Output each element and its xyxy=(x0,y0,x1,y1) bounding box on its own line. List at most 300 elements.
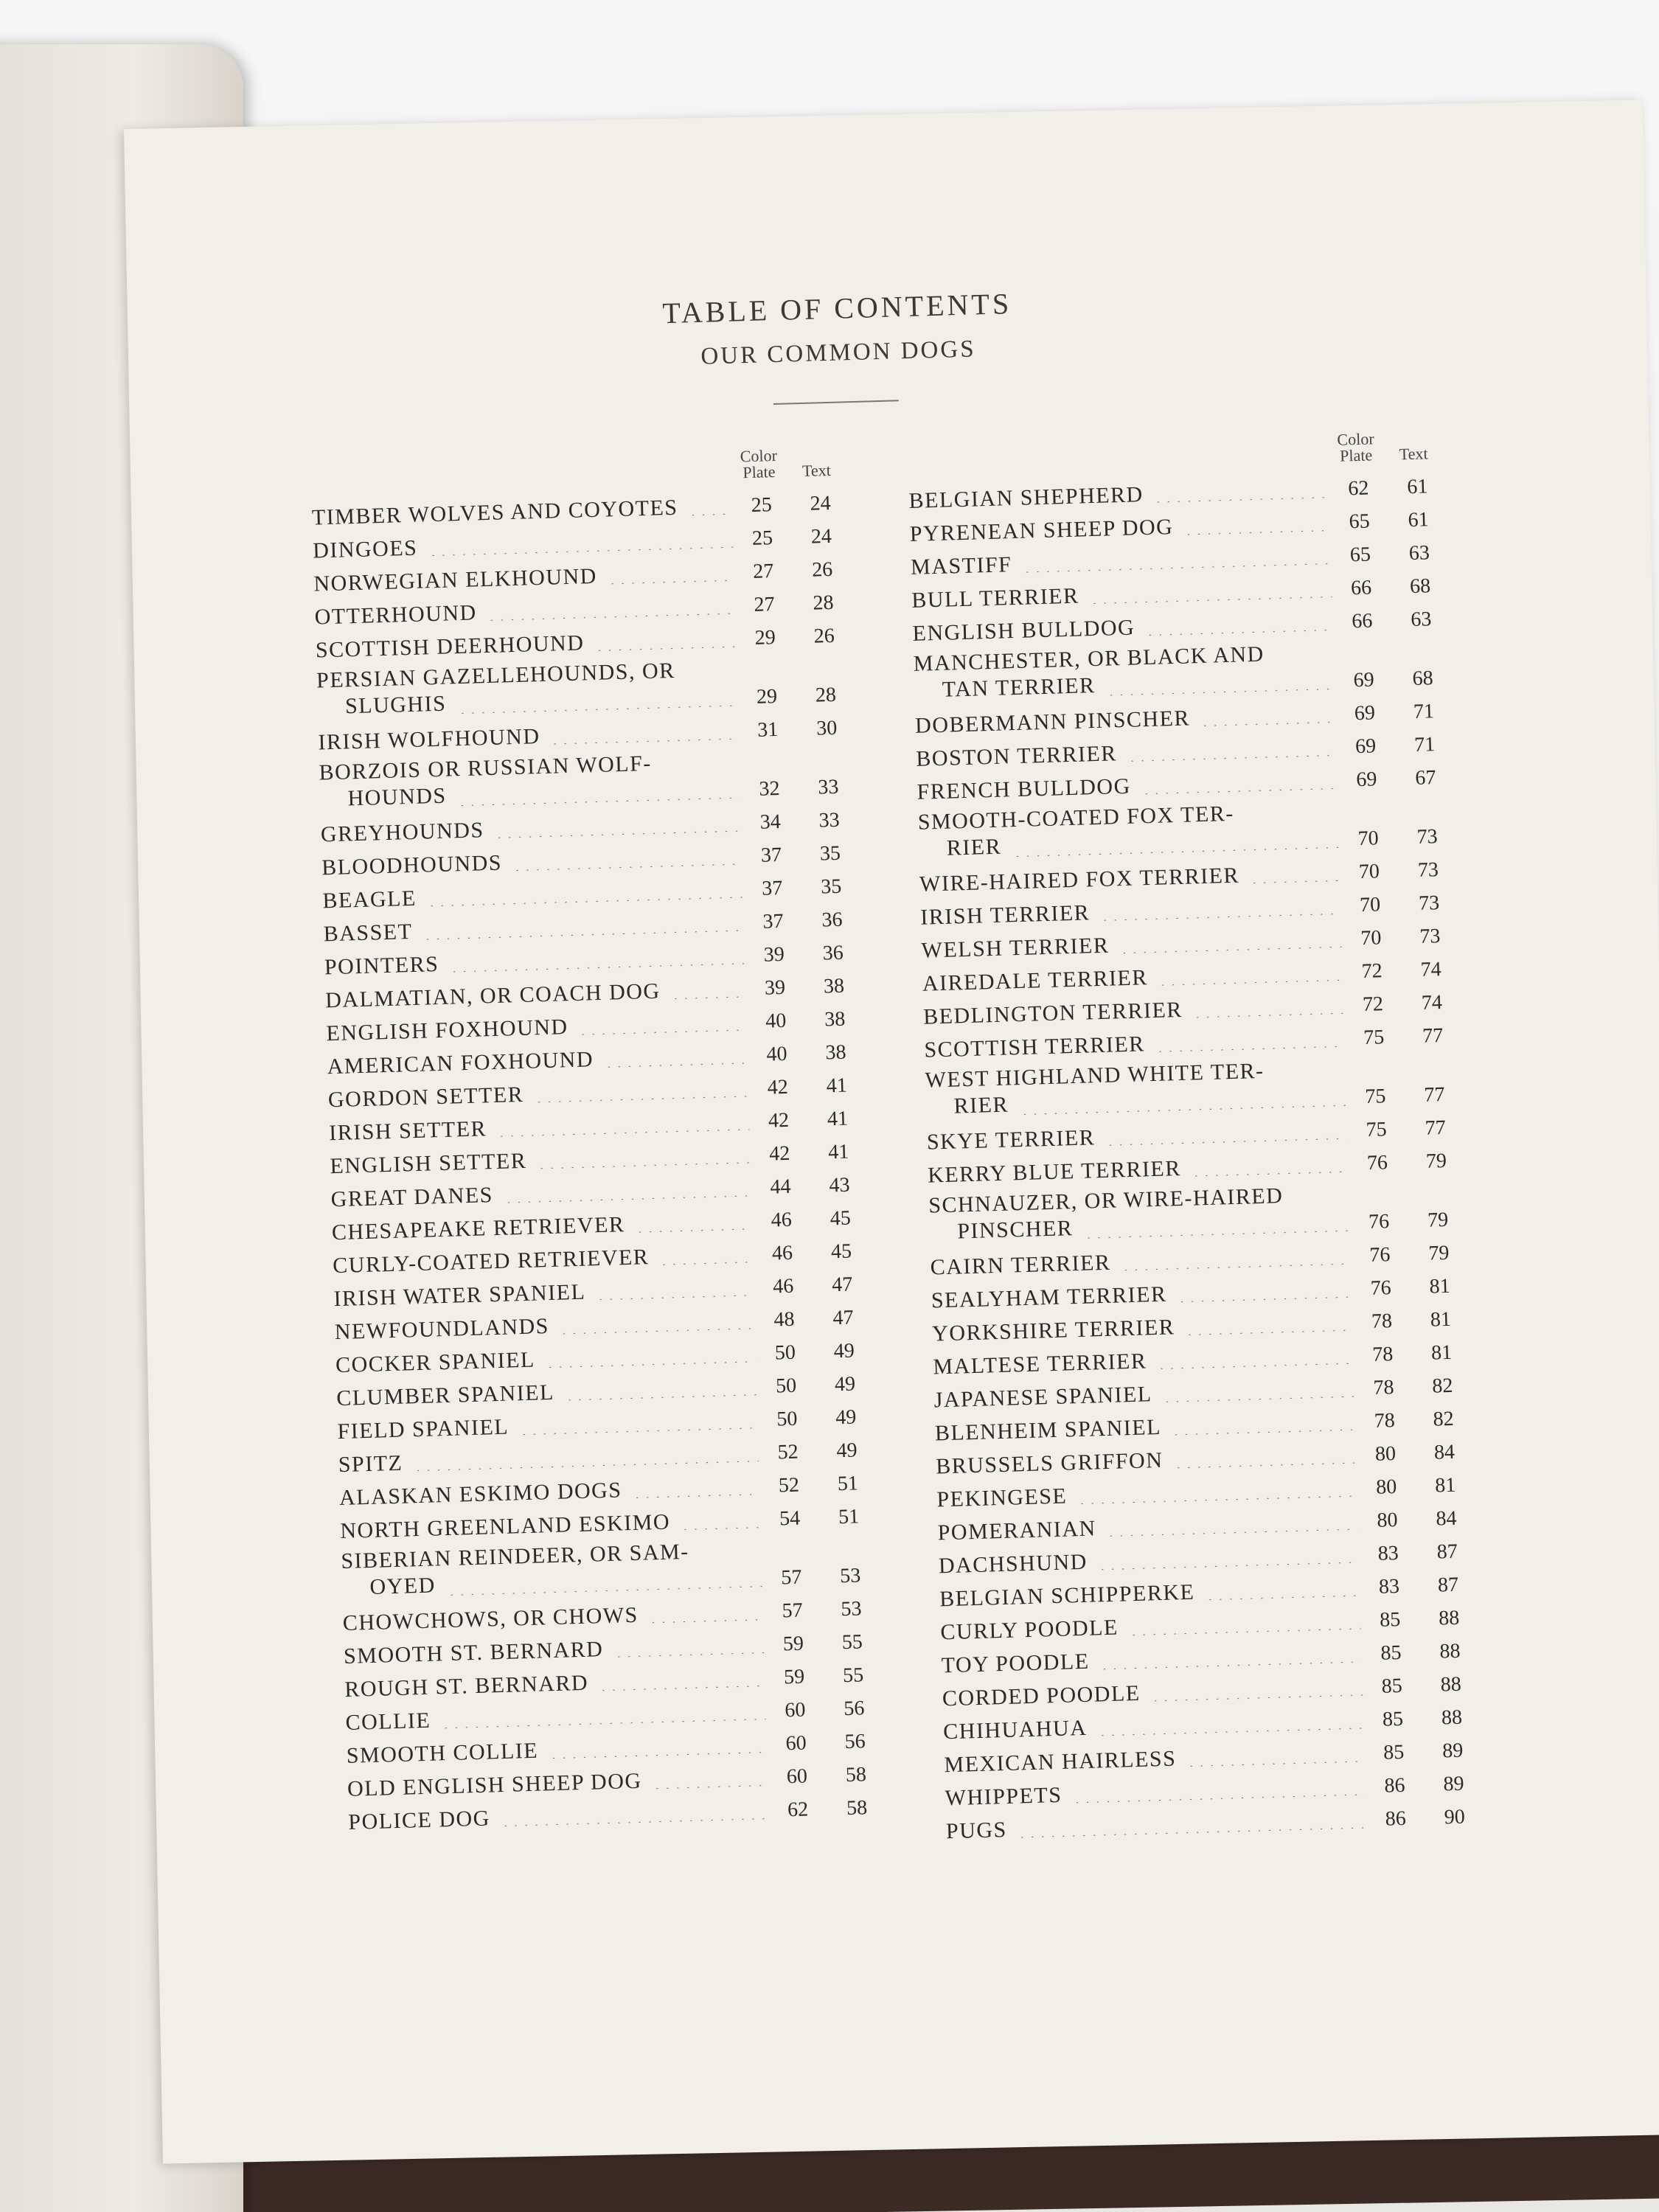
entry-name-line: IRISH SETTER xyxy=(328,1116,487,1146)
entry-name-line: CURLY POODLE xyxy=(940,1615,1119,1645)
entry-name xyxy=(940,1615,1119,1646)
dot-leader xyxy=(1121,1263,1351,1271)
color-plate-number: 72 xyxy=(1361,959,1383,984)
dot-leader xyxy=(1090,596,1332,604)
color-plate-number: 75 xyxy=(1365,1085,1386,1108)
entry-name-continuation: RIER xyxy=(953,1092,1009,1119)
color-plate-number: 42 xyxy=(768,1108,790,1133)
text-page-number: 61 xyxy=(1406,475,1428,499)
color-plate-number: 70 xyxy=(1360,926,1382,950)
entry-name-line: SMOOTH ST. BERNARD xyxy=(343,1637,604,1669)
entry-name-continuation: RIER xyxy=(946,834,1002,860)
entry-name-line: JAPANESE SPANIEL xyxy=(933,1382,1153,1413)
entry-name-line: MANCHESTER, OR BLACK AND xyxy=(913,641,1265,676)
dot-leader xyxy=(1099,1660,1362,1669)
color-plate-number: 40 xyxy=(765,1009,787,1033)
entry-name-line: IRISH WATER SPANIEL xyxy=(333,1279,586,1312)
text-page-number: 90 xyxy=(1444,1805,1466,1829)
entry-name-line: SCOTTISH DEERHOUND xyxy=(315,630,585,663)
entry-name xyxy=(911,552,1012,580)
entry-name-line: BRUSSELS GRIFFON xyxy=(935,1447,1164,1479)
entry-name xyxy=(335,1348,536,1379)
entry-name-line: PUGS xyxy=(945,1817,1008,1844)
color-plate-header: Color Plate xyxy=(1337,429,1374,465)
entry-name-line: BULL TERRIER xyxy=(911,583,1079,613)
entry-name xyxy=(345,1708,431,1736)
entry-name-line: SCOTTISH TERRIER xyxy=(923,1032,1146,1062)
entry-name-line: TOY POODLE xyxy=(941,1649,1090,1678)
entry-name xyxy=(941,1649,1090,1679)
dot-leader xyxy=(1100,913,1341,921)
entry-name-line: OTTERHOUND xyxy=(314,600,478,630)
dot-leader xyxy=(519,1427,758,1435)
text-page-number: 71 xyxy=(1413,700,1435,723)
color-plate-number: 66 xyxy=(1350,576,1372,600)
color-plate-number: 83 xyxy=(1378,1574,1400,1599)
entry-name-continuation: PINSCHER xyxy=(956,1216,1074,1244)
color-plate-number: 46 xyxy=(771,1241,793,1265)
entry-name-line: BOSTON TERRIER xyxy=(915,741,1118,771)
text-page-number: 68 xyxy=(1409,574,1431,599)
left-entries xyxy=(311,482,938,1837)
entry-name xyxy=(924,1032,1145,1062)
entry-name xyxy=(912,615,1135,646)
color-plate-number: 32 xyxy=(759,777,780,801)
dot-leader xyxy=(534,1095,748,1102)
entry-name xyxy=(321,851,503,881)
text-page-number: 28 xyxy=(815,683,837,707)
text-page-number: 33 xyxy=(818,808,841,832)
entry-name-line: DINGOES xyxy=(312,535,418,563)
color-plate-number: 42 xyxy=(768,1141,790,1166)
text-page-number: 74 xyxy=(1421,991,1443,1015)
text-page-number: 45 xyxy=(830,1239,852,1264)
color-plate-number: 69 xyxy=(1353,668,1375,692)
entry-name-line: SPITZ xyxy=(338,1450,403,1478)
color-plate-number: 62 xyxy=(1347,476,1369,501)
color-plate-number: 85 xyxy=(1381,1674,1403,1698)
color-plate-number: 69 xyxy=(1356,768,1377,792)
text-page-number: 89 xyxy=(1441,1739,1464,1763)
dot-leader xyxy=(635,1228,752,1232)
text-page-number: 35 xyxy=(820,874,842,899)
color-plate-number: 60 xyxy=(784,1698,806,1722)
color-plate-number: 42 xyxy=(767,1075,789,1099)
color-plate-number: 78 xyxy=(1374,1409,1396,1433)
entry-name-line: BEDLINGTON TERRIER xyxy=(922,997,1183,1029)
color-plate-number: 27 xyxy=(752,560,774,583)
entry-name-line: ROUGH ST. BERNARD xyxy=(344,1670,589,1702)
entry-name-line: SEALYHAM TERRIER xyxy=(931,1281,1167,1313)
dot-leader xyxy=(504,1194,751,1203)
entry-name xyxy=(323,919,413,947)
text-page-number: 88 xyxy=(1441,1705,1463,1730)
text-page-number: 30 xyxy=(815,716,838,740)
text-header: Text xyxy=(1399,444,1428,464)
entry-name-line: WEST HIGHLAND WHITE TER- xyxy=(925,1058,1265,1093)
dot-leader xyxy=(1184,1329,1352,1335)
color-plate-number: 59 xyxy=(783,1665,805,1689)
contents-page xyxy=(166,272,1553,1931)
entry-name-line: AMERICAN FOXHOUND xyxy=(327,1047,594,1079)
text-page-number: 41 xyxy=(826,1074,848,1098)
entry-name-line: GREYHOUNDS xyxy=(320,818,485,847)
dot-leader xyxy=(549,1751,767,1759)
color-plate-number: 69 xyxy=(1354,734,1377,759)
color-plate-number: 85 xyxy=(1382,1707,1404,1731)
entry-name-line: CAIRN TERRIER xyxy=(930,1250,1111,1280)
text-page-number: 38 xyxy=(825,1040,846,1065)
text-page-number: 67 xyxy=(1414,766,1436,790)
entry-name xyxy=(942,1681,1141,1711)
entry-name-continuation: OYED xyxy=(369,1573,437,1599)
entry-name xyxy=(337,1415,509,1444)
entry-name-line: OLD ENGLISH SHEEP DOG xyxy=(347,1768,642,1801)
text-page-number: 81 xyxy=(1434,1473,1456,1498)
dot-leader xyxy=(1205,1594,1360,1600)
dot-leader xyxy=(1183,529,1330,535)
dot-leader xyxy=(1150,1694,1363,1701)
dot-leader xyxy=(604,1062,748,1067)
text-page-number: 68 xyxy=(1412,667,1434,690)
text-page-number: 81 xyxy=(1429,1274,1451,1298)
text-page-number: 58 xyxy=(845,1763,867,1787)
entry-name-line: BELGIAN SCHIPPERKE xyxy=(939,1579,1195,1612)
color-plate-number: 76 xyxy=(1369,1243,1391,1267)
dot-leader xyxy=(1129,1627,1361,1635)
entry-name xyxy=(921,933,1110,964)
entry-name-line: PERSIAN GAZELLEHOUNDS, OR xyxy=(316,658,676,693)
dot-leader xyxy=(559,1327,755,1334)
dot-leader xyxy=(608,580,734,585)
text-page-number: 81 xyxy=(1430,1307,1452,1332)
color-plate-number: 29 xyxy=(756,685,778,709)
dot-leader xyxy=(1155,1046,1345,1052)
entry-name-line: POINTERS xyxy=(324,952,439,980)
entry-name xyxy=(314,600,477,630)
color-plate-number: 39 xyxy=(764,975,786,1000)
color-plate-number: 31 xyxy=(757,718,779,742)
entry-name xyxy=(945,1783,1062,1811)
dot-leader xyxy=(670,995,745,999)
entry-name xyxy=(934,1415,1161,1447)
entry-name xyxy=(926,1125,1095,1155)
entry-name-line: AIREDALE TERRIER xyxy=(922,965,1149,996)
dot-leader xyxy=(494,830,741,838)
color-plate-number: 70 xyxy=(1358,860,1380,884)
color-plate-number: 29 xyxy=(754,626,776,650)
text-page-number: 41 xyxy=(827,1140,849,1164)
entry-name-line: MEXICAN HAIRLESS xyxy=(944,1746,1177,1778)
text-page-number: 79 xyxy=(1427,1241,1450,1265)
dot-leader xyxy=(1145,629,1333,636)
dot-leader xyxy=(1097,1727,1363,1736)
entry-name-line: SKYE TERRIER xyxy=(926,1125,1096,1155)
text-page-number: 77 xyxy=(1422,1024,1444,1048)
entry-name-line: IRISH TERRIER xyxy=(919,900,1091,930)
dot-leader xyxy=(1106,1528,1358,1537)
entry-name-line: PEKINGESE xyxy=(936,1484,1068,1512)
text-page-number: 43 xyxy=(829,1173,850,1197)
text-page-number: 49 xyxy=(834,1372,856,1397)
dot-leader xyxy=(1153,496,1329,503)
text-page-number: 24 xyxy=(810,524,832,549)
color-plate-number: 60 xyxy=(785,1731,807,1756)
entry-name xyxy=(336,1380,554,1411)
entry-name xyxy=(916,741,1117,772)
left-column xyxy=(310,441,939,1837)
entry-name-line: IRISH WOLFHOUND xyxy=(318,724,540,755)
color-plate-number: 85 xyxy=(1379,1607,1401,1632)
text-page-number: 51 xyxy=(838,1505,860,1529)
color-plate-number: 78 xyxy=(1373,1376,1394,1399)
dot-leader xyxy=(1158,979,1343,986)
entry-name xyxy=(320,818,484,847)
dot-leader xyxy=(652,1784,768,1789)
text-page-number: 88 xyxy=(1439,1639,1461,1663)
text-page-number: 61 xyxy=(1408,508,1430,532)
dot-leader xyxy=(545,1360,756,1368)
color-plate-number: 76 xyxy=(1366,1151,1388,1175)
color-plate-number: 76 xyxy=(1368,1210,1390,1234)
text-page-number: 36 xyxy=(821,908,843,932)
entry-name xyxy=(936,1484,1068,1513)
color-plate-number: 80 xyxy=(1377,1509,1398,1532)
color-plate-number: 46 xyxy=(772,1274,794,1298)
entry-name-line: GORDON SETTER xyxy=(327,1082,524,1113)
entry-name xyxy=(329,1116,487,1146)
dot-leader xyxy=(550,738,739,745)
entry-name-continuation: HOUNDS xyxy=(347,783,448,811)
color-plate-number: 86 xyxy=(1385,1806,1407,1831)
entry-name-line: NEWFOUNDLANDS xyxy=(334,1314,550,1345)
dot-leader xyxy=(564,1394,757,1400)
text-page-number: 55 xyxy=(841,1630,863,1655)
entry-name xyxy=(943,1716,1088,1745)
text-page-number: 88 xyxy=(1440,1672,1462,1697)
entry-name xyxy=(933,1382,1152,1413)
entry-name xyxy=(324,952,439,980)
color-plate-number: 85 xyxy=(1380,1641,1402,1665)
entry-name-line: CLUMBER SPANIEL xyxy=(335,1380,555,1411)
entry-name xyxy=(330,1183,493,1212)
text-page-number: 53 xyxy=(839,1564,861,1588)
color-plate-number: 50 xyxy=(774,1340,796,1365)
color-plate-number: 70 xyxy=(1359,893,1381,917)
color-plate-number: 57 xyxy=(782,1599,804,1623)
text-page-number: 35 xyxy=(819,841,841,866)
dot-leader xyxy=(613,1652,764,1658)
entry-name-line: COCKER SPANIEL xyxy=(335,1347,536,1378)
dot-leader xyxy=(1249,880,1340,883)
dot-leader xyxy=(658,1261,753,1265)
text-page-number: 26 xyxy=(813,624,835,648)
color-plate-number: 46 xyxy=(771,1208,793,1232)
entry-name-line: FRENCH BULLDOG xyxy=(917,773,1132,804)
color-plate-number: 54 xyxy=(779,1506,801,1531)
dot-leader xyxy=(537,1161,751,1169)
color-plate-number: 37 xyxy=(762,909,784,933)
text-page-number: 63 xyxy=(1408,541,1430,566)
dot-leader xyxy=(1186,1760,1365,1767)
text-page-number: 56 xyxy=(844,1730,866,1754)
entry-name-line: POMERANIAN xyxy=(937,1516,1097,1545)
entry-name xyxy=(920,900,1091,930)
text-page-number: 26 xyxy=(811,557,833,582)
text-page-number: 55 xyxy=(842,1663,864,1688)
text-page-number: 56 xyxy=(843,1697,865,1721)
entry-name-line: ENGLISH FOXHOUND xyxy=(326,1015,569,1046)
entry-name-line: YORKSHIRE TERRIER xyxy=(931,1315,1175,1346)
text-page-number: 49 xyxy=(835,1405,857,1430)
color-plate-number: 72 xyxy=(1362,992,1384,1017)
entry-name xyxy=(346,1739,538,1769)
entry-name-line: TIMBER WOLVES AND COYOTES xyxy=(311,495,678,530)
color-plate-number: 80 xyxy=(1374,1442,1397,1466)
text-page-number: 47 xyxy=(831,1273,853,1297)
text-page-number: 49 xyxy=(833,1339,855,1363)
entry-name-line: WELSH TERRIER xyxy=(921,933,1110,963)
entry-name xyxy=(318,724,540,755)
entry-name-line: DOBERMANN PINSCHER xyxy=(914,706,1191,738)
text-page-number: 73 xyxy=(1419,925,1441,948)
entry-name-line: FIELD SPANIEL xyxy=(337,1414,509,1444)
entry-name-line: COLLIE xyxy=(345,1708,431,1735)
color-plate-number: 69 xyxy=(1354,701,1376,726)
right-entries xyxy=(908,466,1536,1846)
text-page-number: 79 xyxy=(1427,1208,1449,1232)
dot-leader xyxy=(632,1493,759,1498)
color-plate-number: 65 xyxy=(1349,509,1371,534)
dot-leader xyxy=(1200,721,1335,726)
dot-leader xyxy=(1192,1012,1343,1018)
entry-name-line: BORZOIS OR RUSSIAN WOLF- xyxy=(319,751,653,785)
entry-name-line: SCHNAUZER, OR WIRE-HAIRED xyxy=(928,1183,1284,1218)
entry-name xyxy=(313,536,418,564)
color-plate-number: 52 xyxy=(777,1440,799,1464)
text-page-number: 82 xyxy=(1432,1374,1453,1398)
entry-name-line: NORWEGIAN ELKHOUND xyxy=(313,563,598,597)
entry-name-line: KERRY BLUE TERRIER xyxy=(927,1156,1182,1188)
color-plate-number: 75 xyxy=(1363,1026,1385,1050)
dot-leader xyxy=(1157,1363,1354,1369)
dot-leader xyxy=(1141,787,1338,794)
dot-leader xyxy=(1097,1561,1359,1570)
entry-name-continuation: TAN TERRIER xyxy=(942,673,1096,702)
entry-name xyxy=(933,1349,1147,1380)
dot-leader xyxy=(1191,1171,1348,1177)
dot-leader xyxy=(598,1685,765,1691)
text-page-number: 73 xyxy=(1417,858,1439,882)
entry-name-line: BLENHEIM SPANIEL xyxy=(934,1414,1162,1446)
entry-name-continuation: SLUGHIS xyxy=(344,691,447,719)
color-plate-number: 78 xyxy=(1371,1343,1394,1366)
dot-leader xyxy=(496,1128,749,1137)
dot-leader xyxy=(1177,1296,1352,1303)
color-plate-number: 83 xyxy=(1377,1541,1399,1565)
color-plate-number: 66 xyxy=(1351,609,1373,633)
entry-name-line: SIBERIAN REINDEER, OR SAM- xyxy=(341,1539,690,1574)
text-header: Text xyxy=(801,460,832,480)
text-page-number: 38 xyxy=(824,1007,846,1032)
color-plate-number: 78 xyxy=(1371,1310,1393,1333)
text-page-number: 24 xyxy=(810,491,832,515)
entry-name xyxy=(911,584,1079,613)
entry-name xyxy=(939,1550,1088,1579)
entry-name-line: BEAGLE xyxy=(322,886,417,914)
color-plate-number: 44 xyxy=(770,1175,791,1199)
color-plate-number: 75 xyxy=(1366,1118,1388,1141)
color-plate-number: 52 xyxy=(778,1473,800,1498)
text-page-number: 88 xyxy=(1438,1606,1460,1630)
color-plate-number: 27 xyxy=(754,593,775,616)
color-plate-number: 48 xyxy=(773,1307,795,1332)
entry-name-line: ENGLISH SETTER xyxy=(330,1148,527,1179)
color-plate-number: 39 xyxy=(763,942,785,967)
text-page-number: 58 xyxy=(846,1796,868,1820)
dot-leader xyxy=(1171,1429,1355,1436)
text-page-number: 53 xyxy=(841,1597,862,1621)
dot-leader xyxy=(512,863,742,871)
dot-leader xyxy=(680,1526,760,1530)
text-page-number: 33 xyxy=(818,775,839,799)
color-plate-number: 57 xyxy=(780,1565,802,1590)
entry-name-line: GREAT DANES xyxy=(330,1183,494,1212)
entry-name-line: MASTIFF xyxy=(910,552,1012,580)
color-plate-number: 37 xyxy=(761,876,783,900)
entry-name-line: BASSET xyxy=(323,919,413,947)
text-page-number: 73 xyxy=(1416,825,1439,849)
entry-name-line: POLICE DOG xyxy=(347,1806,491,1834)
title-rule xyxy=(773,400,899,405)
right-column xyxy=(907,425,1536,1846)
text-page-number: 28 xyxy=(813,591,834,615)
entry-name xyxy=(922,965,1148,997)
dot-leader xyxy=(1105,1138,1347,1146)
text-page-number: 79 xyxy=(1425,1149,1447,1173)
text-page-number: 49 xyxy=(836,1439,858,1463)
entry-name-line: SMOOTH COLLIE xyxy=(346,1738,539,1768)
entry-name-line: DALMATIAN, OR COACH DOG xyxy=(324,978,661,1013)
page-title: TABLE OF CONTENTS xyxy=(661,286,1012,330)
color-plate-number: 80 xyxy=(1375,1475,1397,1499)
text-page-number: 77 xyxy=(1423,1082,1445,1107)
text-page-number: 74 xyxy=(1420,958,1442,981)
entry-name-line: CURLY-COATED RETRIEVER xyxy=(332,1245,650,1279)
color-plate-number: 62 xyxy=(787,1798,809,1822)
text-page-number: 89 xyxy=(1443,1772,1464,1796)
color-plate-number: 59 xyxy=(782,1632,804,1656)
entry-name-line: CHOWCHOWS, OR CHOWS xyxy=(342,1602,639,1635)
text-page-number: 81 xyxy=(1430,1340,1453,1365)
color-plate-number: 86 xyxy=(1384,1773,1405,1798)
entry-name xyxy=(348,1806,490,1835)
color-plate-number: 60 xyxy=(786,1764,808,1789)
entry-name xyxy=(322,886,417,914)
dot-leader xyxy=(594,646,736,651)
entry-name-line: PYRENEAN SHEEP DOG xyxy=(909,514,1174,546)
entry-name-line: NORTH GREENLAND ESKIMO xyxy=(339,1509,671,1544)
dot-leader xyxy=(1127,754,1337,762)
dot-leader xyxy=(501,1818,769,1826)
page-subtitle: OUR COMMON DOGS xyxy=(700,335,977,370)
color-plate-number: 50 xyxy=(776,1407,798,1431)
text-page-number: 77 xyxy=(1425,1116,1447,1140)
entry-name xyxy=(338,1451,403,1478)
entry-name-line: WIRE-HAIRED FOX TERRIER xyxy=(919,863,1240,897)
text-page-number: 45 xyxy=(830,1206,852,1231)
dot-leader xyxy=(578,1029,747,1034)
